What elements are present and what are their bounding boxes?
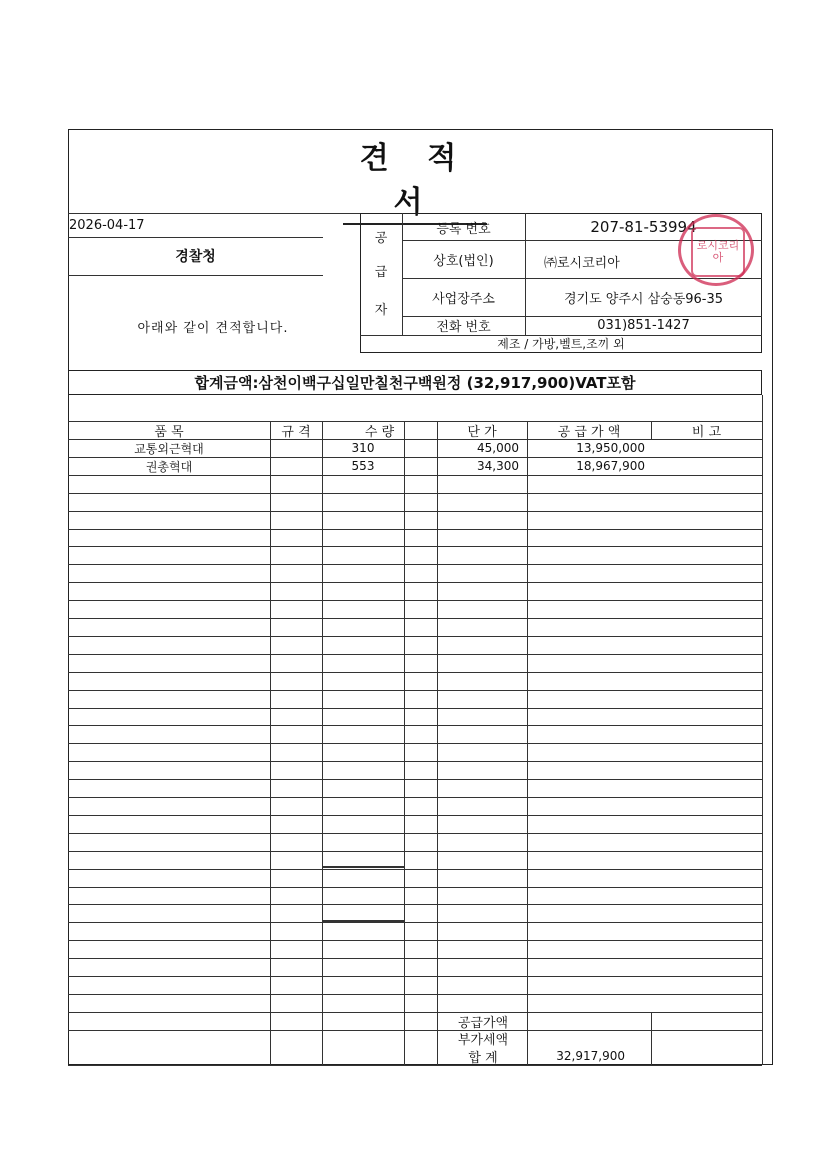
- grid-row-line: [68, 815, 762, 816]
- grid-col-line: [270, 421, 271, 1065]
- address-label: 사업장주소: [432, 291, 495, 307]
- row-1-price: 45,000: [477, 441, 519, 455]
- row-1-amount: 13,950,000: [576, 441, 645, 455]
- quote-date: 2026-04-17: [69, 218, 145, 233]
- summary-supply-label: 공급가액: [457, 1016, 509, 1031]
- grid-row-line: [68, 475, 762, 476]
- address-value: 경기도 양주시 삼숭동96-35: [563, 291, 724, 307]
- grid-row-line: [68, 976, 762, 977]
- grid-row-line: [68, 922, 762, 923]
- supplier-side-1: 공: [374, 230, 388, 246]
- grid-col-line: [762, 395, 763, 1065]
- row-2-amount: 18,967,900: [576, 459, 645, 473]
- grid-row-line: [68, 564, 762, 565]
- grid-row-line: [68, 636, 762, 637]
- grid-row-line: [68, 779, 762, 780]
- grid-row-line: [68, 546, 762, 547]
- row-1-qty: 310: [351, 441, 375, 455]
- header-price: 단 가: [467, 424, 497, 440]
- grid-row-line: [68, 940, 762, 941]
- grid-row-line: [68, 600, 762, 601]
- grid-row-line: [68, 869, 762, 870]
- grid-row-line: [68, 582, 762, 583]
- grid-row-line: [68, 654, 762, 655]
- grid-row-line: [68, 690, 762, 691]
- grid-row-line: [68, 493, 762, 494]
- recipient-underline: [68, 275, 323, 276]
- header-spec: 규 격: [281, 424, 311, 440]
- grid-row-line: [68, 743, 762, 744]
- row-2-qty: 553: [351, 459, 375, 473]
- grid-col-line: [322, 421, 323, 1065]
- summary-total-label: 합 계: [468, 1050, 498, 1066]
- row-2-price: 34,300: [477, 459, 519, 473]
- company-name-label: 상호(법인): [433, 253, 494, 269]
- business-type: 제조 / 가방,벨트,조끼 외: [497, 337, 625, 351]
- grid-row-line: [68, 887, 762, 888]
- grid-row-line: [68, 511, 762, 512]
- total-amount-text: 합계금액:삼천이백구십일만칠천구백원정 (32,917,900)VAT포함: [194, 374, 636, 392]
- grid-row-line: [68, 994, 762, 995]
- header-item: 품 목: [154, 424, 184, 440]
- summary-total-value: 32,917,900: [556, 1049, 625, 1063]
- grid-row-line: [68, 797, 762, 798]
- header-note: 비 고: [691, 424, 722, 440]
- company-seal-text: 로시코리아: [691, 227, 745, 277]
- grid-row-line: [68, 708, 762, 709]
- grid-row-line: [68, 1012, 762, 1013]
- recipient-name: 경찰청: [175, 249, 216, 265]
- company-seal-stamp: [678, 214, 754, 286]
- reg-number-label: 등록 번호: [436, 221, 491, 237]
- grid-row-line: [322, 920, 404, 922]
- grid-row-line: [68, 725, 762, 726]
- grid-row-line: [68, 958, 762, 959]
- phone-value: 031)851-1427: [597, 318, 690, 333]
- grid-row-line: [322, 866, 404, 868]
- title-divider: [68, 213, 360, 214]
- grid-row-line: [68, 672, 762, 673]
- row-2-item: 권총혁대: [145, 459, 193, 474]
- grid-col-line: [651, 1013, 652, 1065]
- phone-label: 전화 번호: [436, 320, 491, 335]
- supplier-side-3: 자: [374, 302, 388, 318]
- grid-row-line: [68, 904, 762, 905]
- row-1-item: 교통외근혁대: [134, 441, 204, 456]
- page-title: 견 적 서: [343, 133, 487, 225]
- grid-row-line: [68, 833, 762, 834]
- grid-row-line: [68, 851, 762, 852]
- grid-row-line: [68, 618, 762, 619]
- header-qty: 수 량: [364, 424, 395, 440]
- grid-row-line: [68, 529, 762, 530]
- summary-vat-label: 부가세액: [457, 1033, 509, 1048]
- supplier-side-2: 급: [374, 264, 388, 280]
- company-name-value: ㈜로시코리아: [544, 256, 620, 271]
- grid-row-line: [68, 761, 762, 762]
- header-amount: 공 급 가 액: [557, 424, 621, 440]
- grid-col-line: [404, 421, 405, 1065]
- grid-row-line: [68, 1030, 762, 1031]
- grid-col-line: [527, 421, 528, 1065]
- date-underline: [68, 237, 323, 238]
- reg-number-value: 207-81-53994: [590, 218, 697, 236]
- grid-row-line: [68, 1065, 762, 1066]
- greeting-text: 아래와 같이 견적합니다.: [137, 321, 289, 336]
- grid-col-line: [437, 421, 438, 1065]
